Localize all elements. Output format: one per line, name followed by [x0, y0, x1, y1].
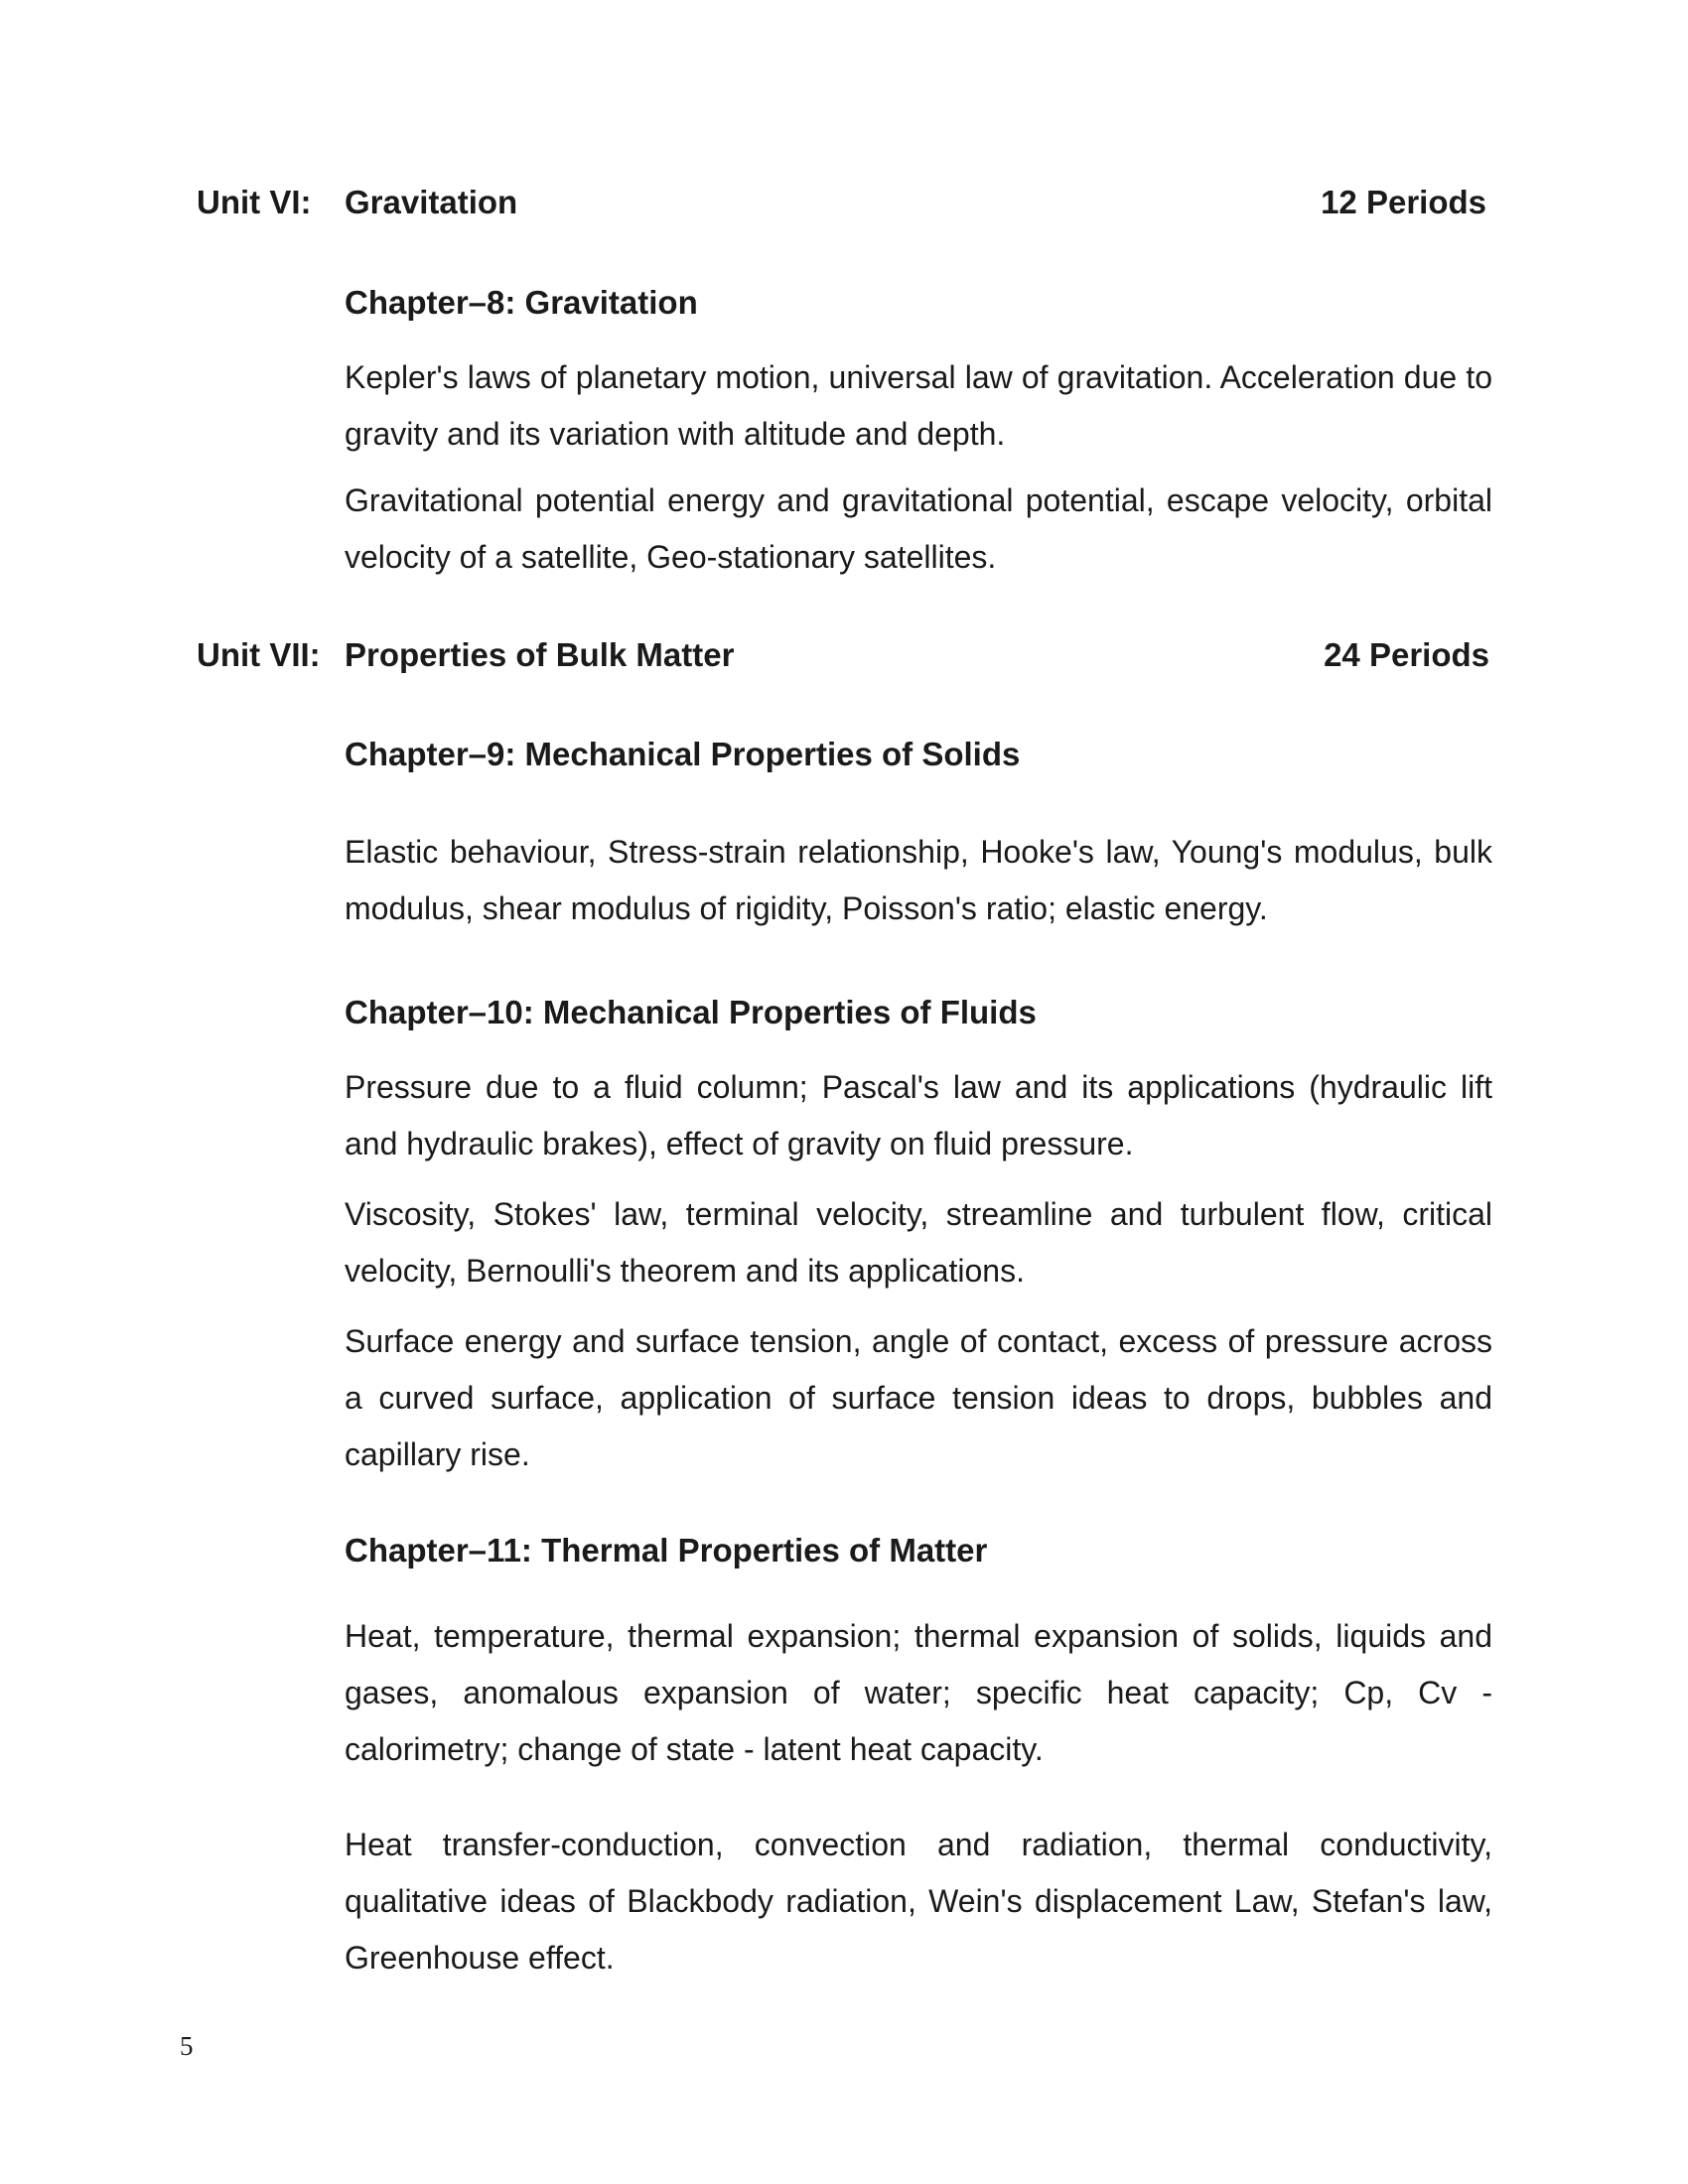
unit-periods: 12 Periods: [1321, 184, 1486, 220]
chapter-title-11: Chapter–11: Thermal Properties of Matter: [345, 1532, 988, 1569]
chapter-title-9: Chapter–9: Mechanical Properties of Solids: [345, 736, 1021, 772]
paragraph: Pressure due to a fluid column; Pascal's law and its applications (hydraulic lift and hydraulic brakes), effect of gravity on fluid pressure.: [345, 1069, 1492, 1161]
page-number: 5: [180, 2031, 194, 2061]
unit-title: Properties of Bulk Matter: [345, 636, 735, 673]
paragraph: Kepler's laws of planetary motion, universal law of gravitation. Acceleration due to gravity and its variation with altitude and depth.: [345, 359, 1492, 452]
chapter-title-10: Chapter–10: Mechanical Properties of Fluids: [345, 994, 1037, 1030]
unit-periods: 24 Periods: [1324, 636, 1489, 673]
paragraph: Surface energy and surface tension, angle of contact, excess of pressure across a curved surface, application of surface tension ideas to drops, bubbles and capillary rise.: [345, 1323, 1492, 1472]
paragraph: Heat transfer-conduction, convection and radiation, thermal conductivity, qualitative ideas of Blackbody radiation, Wein's displacement Law, Stefan's law, Greenhouse effect.: [345, 1827, 1492, 1976]
paragraph: Heat, temperature, thermal expansion; thermal expansion of solids, liquids and gases, anomalous expansion of water; specific heat capacity; Cp, Cv - calorimetry; change of state - latent heat capacity.: [345, 1618, 1492, 1767]
paragraph: Viscosity, Stokes' law, terminal velocity, streamline and turbulent flow, critical velocity, Bernoulli's theorem and its applications.: [345, 1196, 1492, 1289]
unit-title: Gravitation: [345, 184, 518, 220]
chapter-title-8: Chapter–8: Gravitation: [345, 284, 698, 321]
paragraph: Gravitational potential energy and gravitational potential, escape velocity, orbital velocity of a satellite, Geo-stationary satellites.: [345, 482, 1492, 575]
paragraph: Elastic behaviour, Stress-strain relationship, Hooke's law, Young's modulus, bulk modulus, shear modulus of rigidity, Poisson's ratio; elastic energy.: [345, 834, 1492, 926]
unit-label: Unit VII:: [197, 636, 321, 673]
unit-label: Unit VI:: [197, 184, 312, 220]
